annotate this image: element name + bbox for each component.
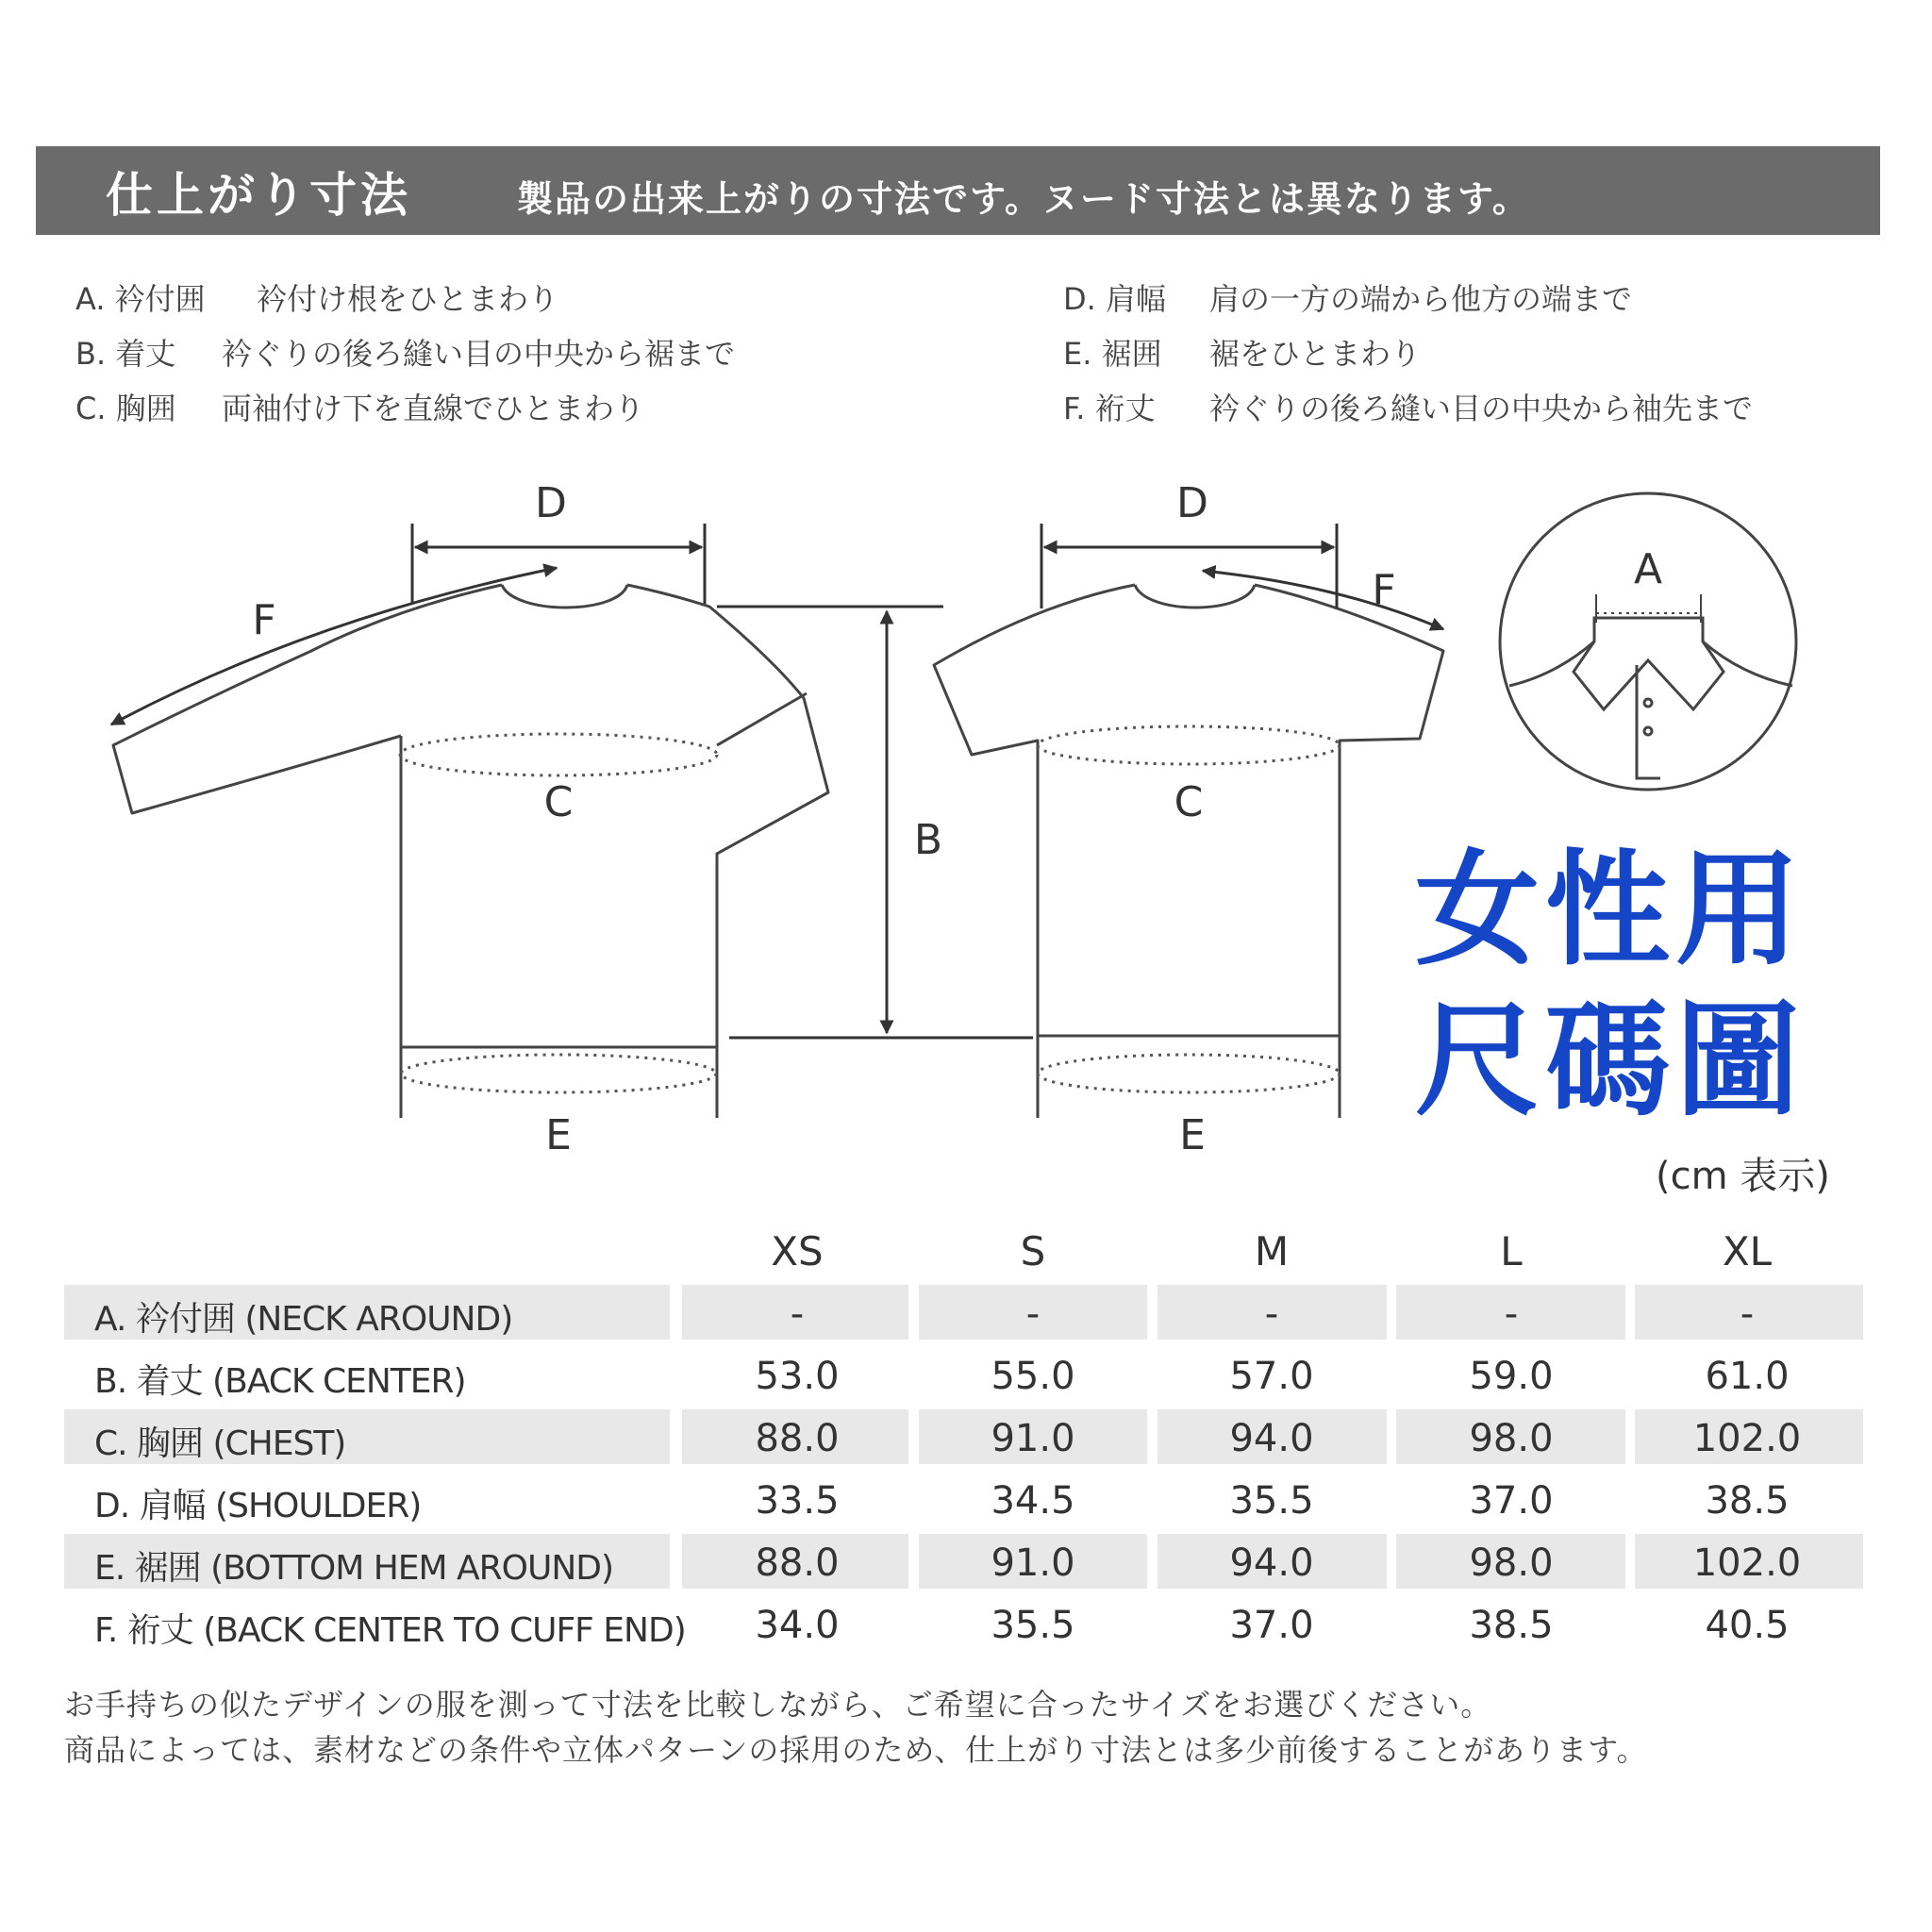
table-cell: - [790, 1292, 805, 1336]
long-sleeve-shirt-outline [113, 585, 828, 1118]
definition-text: 衿付け根をひとまわり [257, 281, 559, 317]
table-cell: 88.0 [755, 1417, 840, 1460]
label-b: B [913, 816, 943, 864]
size-header-xl: XL [1722, 1228, 1773, 1274]
label-e-long: E [545, 1111, 572, 1159]
collar-detail [1500, 493, 1796, 790]
label-c-long: C [543, 778, 574, 826]
definition-label: B. 着丈 [75, 336, 176, 372]
label-d-long: D [535, 479, 567, 527]
row-label: A. 衿付囲 (NECK AROUND) [94, 1300, 513, 1339]
size-header-s: S [1020, 1228, 1046, 1274]
footnote: お手持ちの似たデザインの服を測って寸法を比較しながら、ご希望に合ったサイズをお選びください。 [64, 1687, 1492, 1723]
size-header-xs: XS [771, 1228, 824, 1274]
definition-label: E. 裾囲 [1063, 336, 1162, 372]
size-header-m: M [1254, 1228, 1290, 1274]
definition-text: 両袖付け下を直線でひとまわり [222, 391, 645, 426]
table-cell: 94.0 [1229, 1541, 1314, 1585]
definition-text: 肩の一方の端から他方の端まで [1209, 281, 1633, 317]
table-cell: 53.0 [755, 1355, 840, 1398]
definition-b [75, 330, 735, 374]
chest-measure-short [1038, 726, 1340, 764]
label-d-short: D [1176, 479, 1208, 527]
row-label: F. 裄丈 (BACK CENTER TO CUFF END) [94, 1611, 686, 1650]
table-cell: 37.0 [1469, 1479, 1554, 1523]
row-label: E. 裾囲 (BOTTOM HEM AROUND) [94, 1549, 614, 1588]
table-cell: - [1025, 1292, 1041, 1336]
label-f-short: F [1372, 566, 1396, 614]
table-cell: 38.5 [1705, 1479, 1790, 1523]
row-label: B. 着丈 (BACK CENTER) [94, 1362, 466, 1401]
table-cell: 40.5 [1705, 1604, 1790, 1647]
row-label: C. 胸囲 (CHEST) [94, 1424, 346, 1463]
table-cell: 61.0 [1705, 1355, 1790, 1398]
womens-size-chart-title [1415, 835, 1806, 1137]
definition-label: C. 胸囲 [75, 391, 176, 426]
definition-text: 衿ぐりの後ろ縫い目の中央から袖先まで [1209, 391, 1754, 426]
label-a: A [1633, 545, 1663, 593]
table-cell: 34.5 [991, 1479, 1075, 1523]
definition-label: F. 裄丈 [1063, 391, 1156, 426]
unit-note: (cm 表示) [1656, 1155, 1830, 1198]
badge-line-2: 尺碼圖 [1415, 989, 1806, 1134]
label-f-long: F [252, 596, 276, 644]
table-cell: - [1504, 1292, 1519, 1336]
label-c-short: C [1174, 778, 1204, 826]
chest-measure-long [400, 734, 717, 775]
definition-text: 衿ぐりの後ろ縫い目の中央から裾まで [222, 336, 736, 372]
table-cell: - [1264, 1292, 1279, 1336]
table-row [0, 1534, 1932, 1589]
table-cell: 98.0 [1469, 1541, 1554, 1585]
table-cell: 98.0 [1469, 1417, 1554, 1460]
table-cell: 35.5 [1229, 1479, 1314, 1523]
table-cell: 88.0 [755, 1541, 840, 1585]
label-e-short: E [1179, 1111, 1206, 1159]
definition-a [75, 275, 558, 319]
page-subtitle: 製品の出来上がりの寸法です。ヌード寸法とは異なります。 [517, 178, 1530, 220]
table-cell: 37.0 [1229, 1604, 1314, 1647]
definition-label: A. 衿付囲 [75, 281, 206, 317]
table-cell: 102.0 [1692, 1417, 1802, 1460]
table-cell: 59.0 [1469, 1355, 1554, 1398]
footnote: 商品によっては、素材などの条件や立体パターンの採用のため、仕上がり寸法とは多少前後することがあります。 [64, 1732, 1648, 1768]
table-row [0, 1347, 1932, 1402]
table-row [0, 1409, 1932, 1464]
table-cell: - [1740, 1292, 1755, 1336]
table-cell: 94.0 [1229, 1417, 1314, 1460]
table-row [0, 1596, 1932, 1651]
definition-f [1063, 385, 1753, 428]
badge-line-1: 女性用 [1415, 838, 1806, 983]
row-label: D. 肩幅 (SHOULDER) [94, 1487, 422, 1525]
table-row [0, 1472, 1932, 1526]
definition-e [1063, 330, 1421, 374]
definition-label: D. 肩幅 [1063, 281, 1166, 317]
hem-measure-long [401, 1055, 716, 1092]
f-arrow-long [111, 568, 557, 724]
definition-d [1063, 275, 1632, 319]
table-cell: 34.0 [755, 1604, 840, 1647]
table-cell: 35.5 [991, 1604, 1075, 1647]
table-cell: 91.0 [991, 1417, 1075, 1460]
table-cell: 38.5 [1469, 1604, 1554, 1647]
table-cell: 55.0 [991, 1355, 1075, 1398]
definition-text: 裾をひとまわり [1209, 336, 1422, 372]
table-cell: 57.0 [1229, 1355, 1314, 1398]
table-cell: 33.5 [755, 1479, 840, 1523]
table-cell: 91.0 [991, 1541, 1075, 1585]
size-header-l: L [1500, 1228, 1523, 1274]
definition-c [75, 385, 644, 428]
hem-measure-short [1038, 1055, 1340, 1092]
page-title: 仕上がり寸法 [106, 168, 411, 223]
table-row [0, 1285, 1932, 1340]
table-cell: 102.0 [1692, 1541, 1802, 1585]
